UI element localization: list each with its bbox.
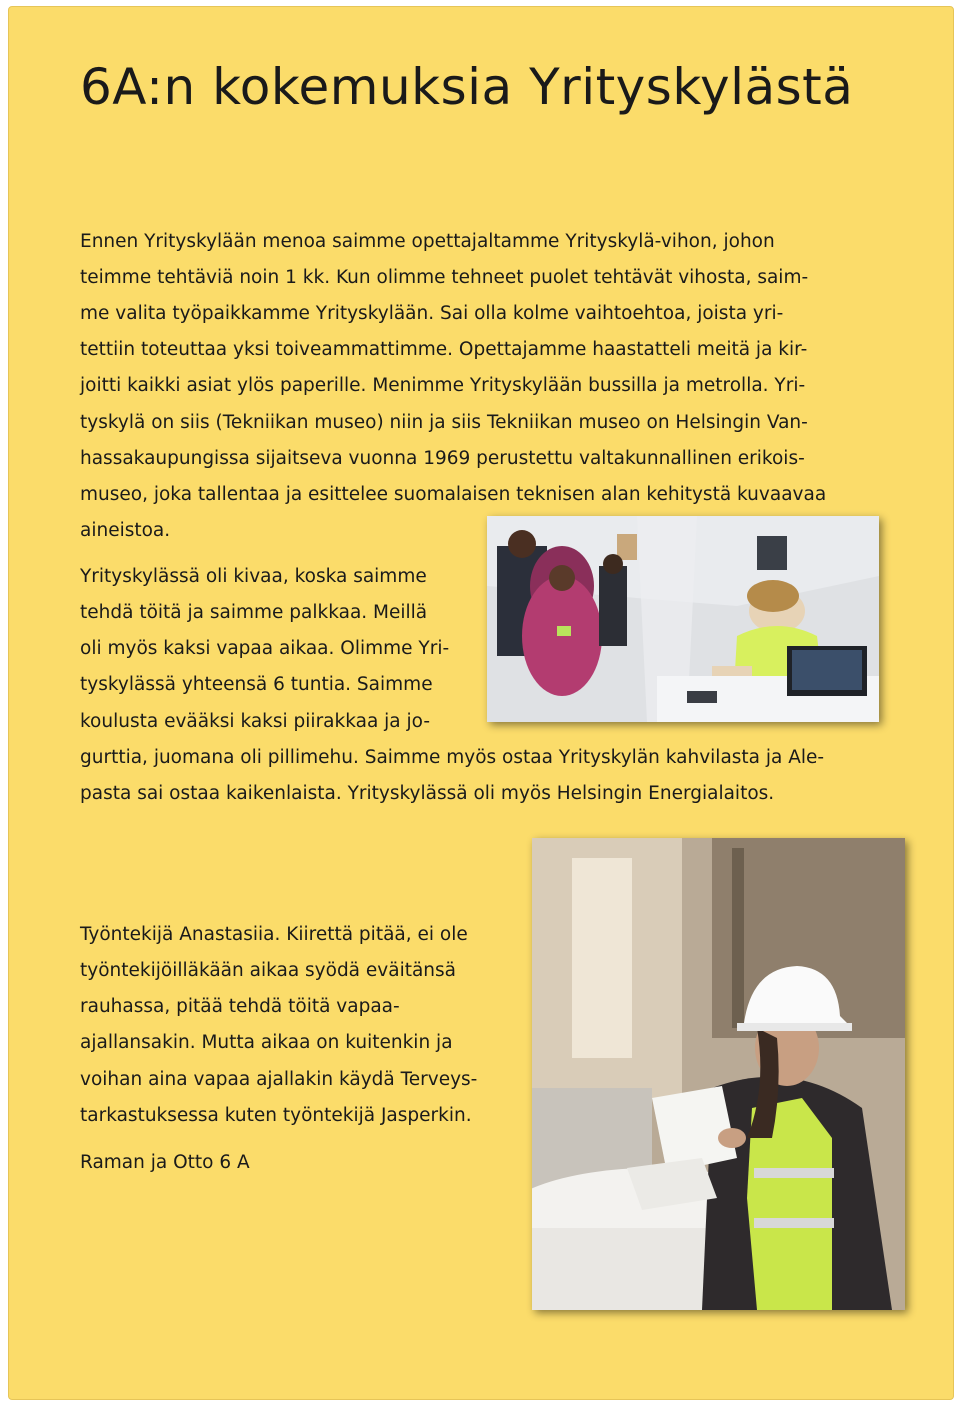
text-line: joitti kaikki asiat ylös paperille. Menimme Yrityskylään bussilla ja metrolla. Yri-: [80, 375, 806, 396]
text-line: hassakaupungissa sijaitseva vuonna 1969 perustettu valtakunnallinen erikois-: [80, 448, 805, 469]
signature: Raman ja Otto 6 A: [80, 1152, 250, 1173]
photo-worker-hard-hat-image: [532, 838, 905, 1310]
text-line: Yrityskylässä oli kivaa, koska saimme: [80, 566, 427, 587]
photo-worker-hard-hat: [532, 838, 905, 1310]
text-line: ajallansakin. Mutta aikaa on kuitenkin ja: [80, 1032, 453, 1053]
text-line: koulusta evääksi kaksi piirakkaa ja jo-: [80, 711, 431, 732]
text-line: pasta sai ostaa kaikenlaista. Yrityskylässä oli myös Helsingin Energialaitos.: [80, 783, 775, 804]
text-line: Työntekijä Anastasiia. Kiirettä pitää, ei ole: [80, 924, 468, 945]
text-line: museo, joka tallentaa ja esittelee suomalaisen teknisen alan kehitystä kuvaavaa: [80, 484, 827, 505]
text-line: voihan aina vapaa ajallakin käydä Terveys-: [80, 1069, 478, 1090]
text-line: me valita työpaikkamme Yrityskylään. Sai olla kolme vaihtoehtoa, joista yri-: [80, 303, 784, 324]
photo-children-at-desk-image: [487, 516, 879, 722]
text-line: rauhassa, pitää tehdä töitä vapaa-: [80, 996, 400, 1017]
text-line: tyskylässä yhteensä 6 tuntia. Saimme: [80, 674, 433, 695]
text-line: oli myös kaksi vapaa aikaa. Olimme Yri-: [80, 638, 450, 659]
photo-children-at-desk: [487, 516, 879, 722]
text-line: gurttia, juomana oli pillimehu. Saimme myös ostaa Yrityskylän kahvilasta ja Ale-: [80, 747, 825, 768]
text-line: tettiin toteuttaa yksi toiveammattimme. Opettajamme haastatteli meitä ja kir-: [80, 339, 808, 360]
text-line: Ennen Yrityskylään menoa saimme opettajaltamme Yrityskylä-vihon, johon: [80, 231, 775, 252]
text-line: tehdä töitä ja saimme palkkaa. Meillä: [80, 602, 428, 623]
text-line: teimme tehtäviä noin 1 kk. Kun olimme tehneet puolet tehtävät vihosta, saim-: [80, 267, 809, 288]
text-line: tarkastuksessa kuten työntekijä Jasperkin.: [80, 1105, 472, 1126]
text-line: työntekijöilläkään aikaa syödä eväitänsä: [80, 960, 456, 981]
page-title: 6A:n kokemuksia Yrityskylästä: [80, 58, 854, 116]
text-line: tyskylä on siis (Tekniikan museo) niin ja siis Tekniikan museo on Helsingin Van-: [80, 412, 808, 433]
text-line: aineistoa.: [80, 520, 171, 541]
